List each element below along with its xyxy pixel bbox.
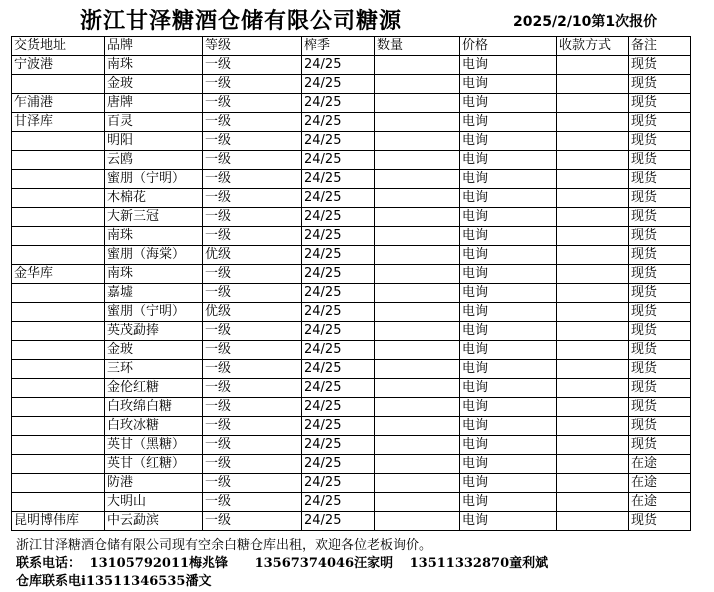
cell-payment [557,303,629,322]
cell-brand: 嘉墟 [105,284,203,303]
table-row [12,474,691,493]
cell-note: 现货 [629,398,691,417]
cell-location [12,341,105,360]
cell-quantity [375,208,460,227]
cell-brand: 大明山 [105,493,203,512]
cell-quantity [375,493,460,512]
table-row [12,132,691,151]
cell-location [12,398,105,417]
cell-note: 现货 [629,284,691,303]
cell-quantity [375,379,460,398]
cell-brand: 白玫冰糖 [105,417,203,436]
cell-price: 电询 [460,75,557,94]
cell-brand: 英茂勐捧 [105,322,203,341]
table-row [12,493,691,512]
cell-payment [557,493,629,512]
contact-phone-1: 13105792011梅兆锋 [89,556,229,571]
cell-note: 现货 [629,341,691,360]
column-header-payment: 收款方式 [557,37,629,56]
cell-location [12,455,105,474]
cell-location [12,151,105,170]
cell-brand: 英甘（黑糖） [105,436,203,455]
cell-brand: 南珠 [105,227,203,246]
cell-season: 24/25 [302,379,375,398]
cell-price: 电询 [460,170,557,189]
cell-price: 电询 [460,303,557,322]
cell-note: 现货 [629,246,691,265]
table-row [12,170,691,189]
cell-price: 电询 [460,322,557,341]
table-row [12,303,691,322]
cell-quantity [375,189,460,208]
cell-brand: 木棉花 [105,189,203,208]
cell-brand: 白玫绵白糖 [105,398,203,417]
cell-quantity [375,113,460,132]
sheet-title: 浙江甘泽糖酒仓储有限公司糖源 [80,8,403,34]
table-row [12,113,691,132]
cell-payment [557,341,629,360]
cell-payment [557,246,629,265]
cell-brand: 英甘（红糖） [105,455,203,474]
table-row [12,208,691,227]
cell-payment [557,113,629,132]
cell-brand: 百灵 [105,113,203,132]
cell-grade: 一级 [203,151,302,170]
cell-grade: 优级 [203,303,302,322]
cell-location [12,189,105,208]
cell-location [12,493,105,512]
cell-brand: 金玻 [105,341,203,360]
cell-note: 在途 [629,493,691,512]
cell-location: 金华库 [12,265,105,284]
cell-note: 在途 [629,455,691,474]
cell-location: 昆明博伟库 [12,512,105,531]
cell-payment [557,455,629,474]
cell-price: 电询 [460,360,557,379]
cell-quantity [375,94,460,113]
cell-brand: 蜜朋（宁明） [105,170,203,189]
cell-payment [557,227,629,246]
cell-price: 电询 [460,455,557,474]
cell-price: 电询 [460,265,557,284]
table-row [12,151,691,170]
cell-location: 甘泽库 [12,113,105,132]
cell-price: 电询 [460,189,557,208]
cell-season: 24/25 [302,493,375,512]
cell-grade: 一级 [203,284,302,303]
table-row [12,75,691,94]
cell-note: 现货 [629,113,691,132]
cell-quantity [375,132,460,151]
cell-quantity [375,284,460,303]
cell-note: 现货 [629,417,691,436]
cell-quantity [375,360,460,379]
cell-price: 电询 [460,284,557,303]
cell-price: 电询 [460,474,557,493]
cell-brand: 蜜朋（宁明） [105,303,203,322]
cell-location [12,303,105,322]
cell-season: 24/25 [302,56,375,75]
cell-season: 24/25 [302,455,375,474]
cell-season: 24/25 [302,360,375,379]
cell-grade: 一级 [203,398,302,417]
cell-season: 24/25 [302,246,375,265]
cell-price: 电询 [460,227,557,246]
column-header-note: 备注 [629,37,691,56]
table-row [12,246,691,265]
cell-note: 现货 [629,512,691,531]
cell-quantity [375,56,460,75]
cell-brand: 金伦红糖 [105,379,203,398]
cell-price: 电询 [460,341,557,360]
cell-quantity [375,474,460,493]
cell-grade: 一级 [203,75,302,94]
cell-grade: 一级 [203,170,302,189]
cell-brand: 三环 [105,360,203,379]
warehouse-contact: 仓库联系电i13511346535潘文 [16,574,212,589]
table-row [12,436,691,455]
table-row [12,322,691,341]
cell-season: 24/25 [302,398,375,417]
cell-season: 24/25 [302,303,375,322]
cell-location: 乍浦港 [12,94,105,113]
footer-contacts [16,552,548,571]
cell-quantity [375,341,460,360]
footer-warehouse-contact [16,570,211,589]
cell-grade: 一级 [203,132,302,151]
cell-brand: 防港 [105,474,203,493]
cell-grade: 一级 [203,322,302,341]
table-row [12,512,691,531]
cell-quantity [375,455,460,474]
cell-price: 电询 [460,512,557,531]
cell-note: 现货 [629,360,691,379]
cell-note: 现货 [629,303,691,322]
cell-quantity [375,265,460,284]
table-row [12,455,691,474]
cell-payment [557,151,629,170]
cell-brand: 南珠 [105,265,203,284]
cell-season: 24/25 [302,284,375,303]
cell-payment [557,132,629,151]
cell-payment [557,75,629,94]
cell-payment [557,512,629,531]
cell-season: 24/25 [302,417,375,436]
cell-season: 24/25 [302,208,375,227]
cell-quantity [375,227,460,246]
table-row [12,94,691,113]
contact-phone-2: 13567374046汪家明 [254,556,394,571]
cell-price: 电询 [460,493,557,512]
cell-grade: 一级 [203,417,302,436]
cell-location [12,246,105,265]
cell-grade: 优级 [203,246,302,265]
column-header-price: 价格 [460,37,557,56]
cell-brand: 云鸥 [105,151,203,170]
cell-season: 24/25 [302,474,375,493]
cell-price: 电询 [460,398,557,417]
cell-quantity [375,436,460,455]
cell-price: 电询 [460,208,557,227]
cell-payment [557,436,629,455]
table-row [12,189,691,208]
cell-note: 现货 [629,265,691,284]
cell-price: 电询 [460,56,557,75]
cell-payment [557,398,629,417]
cell-location [12,417,105,436]
cell-location [12,474,105,493]
table-row [12,417,691,436]
table-row [12,360,691,379]
table-row [12,284,691,303]
table-header-row [12,37,691,56]
table-row [12,341,691,360]
cell-quantity [375,151,460,170]
cell-brand: 唐牌 [105,94,203,113]
cell-season: 24/25 [302,75,375,94]
cell-season: 24/25 [302,189,375,208]
cell-season: 24/25 [302,265,375,284]
cell-grade: 一级 [203,512,302,531]
column-header-season: 榨季 [302,37,375,56]
cell-grade: 一级 [203,341,302,360]
cell-season: 24/25 [302,322,375,341]
cell-location [12,436,105,455]
cell-grade: 一级 [203,227,302,246]
cell-grade: 一级 [203,56,302,75]
cell-quantity [375,75,460,94]
cell-brand: 蜜朋（海棠） [105,246,203,265]
table-row [12,265,691,284]
cell-note: 现货 [629,189,691,208]
cell-brand: 大新三冠 [105,208,203,227]
cell-quantity [375,170,460,189]
cell-brand: 金玻 [105,75,203,94]
cell-location [12,75,105,94]
cell-grade: 一级 [203,208,302,227]
cell-location [12,284,105,303]
cell-payment [557,284,629,303]
cell-note: 现货 [629,227,691,246]
contact-phone-3: 13511332870童利斌 [409,556,549,571]
cell-quantity [375,398,460,417]
cell-note: 现货 [629,170,691,189]
cell-note: 现货 [629,151,691,170]
cell-location [12,132,105,151]
cell-payment [557,208,629,227]
cell-price: 电询 [460,436,557,455]
table-row [12,56,691,75]
cell-note: 现货 [629,208,691,227]
cell-note: 现货 [629,436,691,455]
cell-brand: 中云勐滨 [105,512,203,531]
cell-payment [557,322,629,341]
cell-price: 电询 [460,379,557,398]
cell-quantity [375,417,460,436]
cell-location [12,170,105,189]
cell-payment [557,379,629,398]
cell-price: 电询 [460,132,557,151]
cell-payment [557,417,629,436]
cell-location [12,208,105,227]
cell-note: 现货 [629,322,691,341]
cell-grade: 一级 [203,379,302,398]
cell-location [12,322,105,341]
cell-season: 24/25 [302,170,375,189]
cell-season: 24/25 [302,436,375,455]
cell-location [12,227,105,246]
cell-payment [557,189,629,208]
cell-grade: 一级 [203,474,302,493]
cell-grade: 一级 [203,265,302,284]
cell-quantity [375,246,460,265]
cell-price: 电询 [460,246,557,265]
cell-season: 24/25 [302,341,375,360]
cell-quantity [375,512,460,531]
column-header-quantity: 数量 [375,37,460,56]
cell-payment [557,265,629,284]
table-row [12,398,691,417]
cell-season: 24/25 [302,132,375,151]
cell-brand: 明阳 [105,132,203,151]
cell-grade: 一级 [203,113,302,132]
cell-price: 电询 [460,417,557,436]
cell-location [12,379,105,398]
cell-payment [557,360,629,379]
table-row [12,227,691,246]
cell-season: 24/25 [302,512,375,531]
price-table [11,36,691,531]
cell-note: 现货 [629,94,691,113]
cell-note: 现货 [629,132,691,151]
cell-price: 电询 [460,113,557,132]
cell-quantity [375,303,460,322]
rental-notice: 浙江甘泽糖酒仓储有限公司现有空余白糖仓库出租，欢迎各位老板询价。 [16,538,433,553]
cell-grade: 一级 [203,436,302,455]
cell-location [12,360,105,379]
cell-quantity [375,322,460,341]
cell-season: 24/25 [302,151,375,170]
sheet-header [0,0,714,36]
table-row [12,379,691,398]
cell-payment [557,170,629,189]
cell-note: 现货 [629,56,691,75]
column-header-brand: 品牌 [105,37,203,56]
cell-note: 现货 [629,75,691,94]
cell-grade: 一级 [203,94,302,113]
column-header-location: 交货地址 [12,37,105,56]
cell-price: 电询 [460,94,557,113]
cell-brand: 南珠 [105,56,203,75]
cell-grade: 一级 [203,455,302,474]
contact-label: 联系电话： [16,556,82,571]
cell-price: 电询 [460,151,557,170]
cell-season: 24/25 [302,227,375,246]
cell-season: 24/25 [302,94,375,113]
report-date: 2025/2/10第1次报价 [513,14,658,30]
cell-season: 24/25 [302,113,375,132]
cell-note: 在途 [629,474,691,493]
cell-grade: 一级 [203,360,302,379]
cell-payment [557,474,629,493]
cell-payment [557,94,629,113]
cell-grade: 一级 [203,493,302,512]
cell-note: 现货 [629,379,691,398]
cell-payment [557,56,629,75]
column-header-grade: 等级 [203,37,302,56]
footer-notice [16,534,432,553]
cell-grade: 一级 [203,189,302,208]
cell-location: 宁波港 [12,56,105,75]
